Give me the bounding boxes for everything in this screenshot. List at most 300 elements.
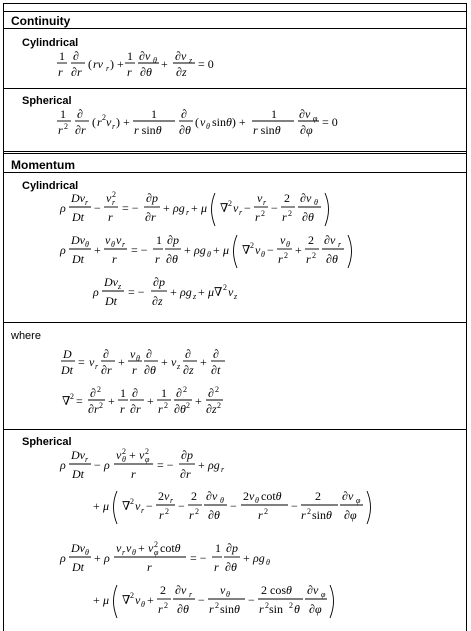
svg-text:∂θ: ∂θ — [179, 123, 191, 137]
momentum-cyl-theta-equation — [60, 232, 380, 272]
svg-text:2: 2 — [160, 583, 166, 597]
svg-text:θ: θ — [141, 600, 145, 609]
svg-text:2: 2 — [195, 507, 199, 516]
svg-text:r: r — [147, 560, 152, 574]
svg-text:∂r: ∂r — [75, 123, 86, 137]
svg-text:∂: ∂ — [77, 107, 83, 121]
svg-text:2: 2 — [264, 507, 268, 516]
svg-text:2v: 2v — [243, 489, 255, 503]
svg-text:+: + — [161, 57, 168, 71]
svg-text:∂θ: ∂θ — [174, 402, 186, 416]
svg-text:2: 2 — [215, 385, 219, 394]
svg-text:−: − — [271, 201, 278, 215]
svg-text:∂z: ∂z — [183, 363, 194, 377]
svg-text:θ: θ — [286, 240, 290, 249]
svg-text:r: r — [189, 590, 193, 599]
svg-text:ρ: ρ — [60, 201, 66, 215]
svg-text:∂v: ∂v — [206, 489, 218, 503]
svg-text:θ: θ — [206, 122, 210, 131]
svg-text:+: + — [200, 355, 207, 369]
svg-text:2: 2 — [183, 385, 187, 394]
svg-text:−: − — [291, 499, 298, 513]
svg-text:v: v — [220, 583, 226, 597]
svg-text:−: − — [146, 499, 153, 513]
svg-text:v: v — [171, 355, 177, 369]
svg-text:∂: ∂ — [103, 347, 109, 361]
svg-text:Dv: Dv — [71, 541, 85, 555]
svg-text:θ: θ — [132, 548, 136, 557]
svg-text:r: r — [106, 64, 110, 73]
svg-text:r: r — [214, 560, 219, 574]
svg-text:+: + — [93, 593, 100, 607]
svg-text:∂r: ∂r — [71, 65, 82, 79]
svg-text:(: ( — [88, 57, 92, 71]
svg-text:ρg: ρg — [253, 551, 265, 565]
svg-text:1: 1 — [271, 107, 277, 121]
svg-text:Dt: Dt — [61, 363, 73, 377]
svg-text:∂: ∂ — [213, 347, 219, 361]
svg-text:r: r — [112, 198, 116, 207]
svg-text:r: r — [189, 508, 194, 522]
svg-text:∂v: ∂v — [324, 233, 336, 247]
svg-text:(: ( — [195, 115, 199, 129]
svg-text:∂θ: ∂θ — [166, 252, 178, 266]
svg-text:θ: θ — [220, 496, 224, 505]
svg-text:v: v — [200, 115, 206, 129]
svg-text:θ: θ — [122, 455, 126, 464]
svg-text:∂: ∂ — [132, 386, 138, 400]
svg-text:2: 2 — [165, 507, 169, 516]
svg-text:2: 2 — [186, 401, 190, 410]
svg-text:r: r — [127, 65, 132, 79]
svg-text:D: D — [63, 347, 72, 361]
svg-text:+: + — [147, 394, 154, 408]
momentum-sph-theta-equation-line1 — [60, 540, 300, 580]
svg-text:+: + — [184, 243, 191, 257]
svg-text:2: 2 — [130, 497, 134, 506]
svg-text:v: v — [116, 541, 122, 555]
svg-text:∂φ: ∂φ — [344, 508, 357, 522]
svg-text:∂θ: ∂θ — [225, 560, 237, 574]
svg-text:v: v — [135, 593, 141, 607]
svg-text:−: − — [230, 499, 237, 513]
svg-text:r: r — [338, 240, 342, 249]
svg-text:+: + — [213, 243, 220, 257]
svg-text:−: − — [94, 458, 101, 472]
svg-text:2: 2 — [164, 601, 168, 610]
svg-text:+: + — [147, 593, 154, 607]
svg-text:2: 2 — [288, 209, 292, 218]
svg-text:∂θ: ∂θ — [140, 65, 152, 79]
svg-text:Dv: Dv — [71, 448, 85, 462]
svg-text:z: z — [118, 282, 122, 291]
svg-text:v: v — [116, 448, 122, 462]
svg-text:Dt: Dt — [72, 560, 84, 574]
svg-text:r: r — [85, 198, 89, 207]
momentum-spherical-label: Spherical — [22, 436, 72, 448]
svg-text:= −: = − — [122, 201, 139, 215]
svg-text:2: 2 — [191, 489, 197, 503]
svg-text:2: 2 — [228, 199, 232, 208]
svg-text:2: 2 — [154, 540, 158, 549]
svg-text:=: = — [76, 394, 83, 408]
svg-text:v: v — [228, 285, 234, 299]
svg-text:2: 2 — [112, 190, 116, 199]
svg-text:∂v: ∂v — [175, 583, 187, 597]
svg-text:2: 2 — [217, 401, 221, 410]
svg-text:r: r — [141, 506, 145, 515]
svg-text:= −: = − — [131, 243, 148, 257]
svg-text:2: 2 — [122, 447, 126, 456]
svg-text:∂: ∂ — [146, 347, 152, 361]
svg-text:∂θ: ∂θ — [208, 508, 220, 522]
svg-text:2: 2 — [261, 209, 265, 218]
momentum-double-rule — [3, 151, 467, 154]
svg-text:2: 2 — [145, 447, 149, 456]
svg-text:r: r — [155, 252, 160, 266]
svg-text:∇: ∇ — [242, 243, 251, 257]
svg-text:2: 2 — [284, 251, 288, 260]
svg-text:∇: ∇ — [122, 499, 131, 513]
svg-text:∇: ∇ — [220, 201, 229, 215]
svg-text:2: 2 — [307, 507, 311, 516]
svg-text:cotθ: cotθ — [261, 489, 282, 503]
svg-text:ρg: ρg — [208, 458, 220, 472]
svg-text:∂: ∂ — [90, 386, 96, 400]
svg-text:+: + — [94, 551, 101, 565]
svg-text:v: v — [106, 191, 112, 205]
svg-text:r: r — [170, 496, 174, 505]
svg-text:r: r — [112, 122, 116, 131]
svg-text:∂r: ∂r — [145, 210, 156, 224]
svg-text:sinθ: sinθ — [312, 508, 332, 522]
svg-text:θ: θ — [136, 354, 140, 363]
svg-text:μ: μ — [103, 499, 110, 513]
svg-text:−: − — [244, 201, 251, 215]
svg-text:= −: = − — [157, 458, 174, 472]
svg-text:r: r — [159, 508, 164, 522]
svg-text:1: 1 — [215, 541, 221, 555]
svg-text:∇: ∇ — [122, 593, 131, 607]
svg-text:r: r — [108, 210, 113, 224]
svg-text:Dv: Dv — [104, 275, 118, 289]
svg-text:v: v — [257, 191, 263, 205]
momentum-cyl-r-equation — [60, 190, 360, 230]
svg-text:v: v — [89, 355, 95, 369]
svg-text:∂v: ∂v — [139, 49, 151, 63]
svg-text:v: v — [130, 347, 136, 361]
svg-text:2: 2 — [164, 401, 168, 410]
svg-text:+: + — [129, 448, 136, 462]
svg-text:1: 1 — [60, 107, 66, 121]
svg-text:2: 2 — [99, 401, 103, 410]
svg-text:Dt: Dt — [72, 252, 84, 266]
svg-text:) +: ) + — [110, 57, 124, 71]
svg-text:∇: ∇ — [62, 394, 71, 408]
svg-text:1: 1 — [127, 49, 133, 63]
svg-text:r: r — [95, 362, 99, 371]
svg-text:∂φ: ∂φ — [300, 123, 313, 137]
svg-text:∂v: ∂v — [175, 49, 187, 63]
svg-text:r: r — [259, 602, 264, 616]
svg-text:∂p: ∂p — [146, 191, 158, 205]
svg-text:φ: φ — [356, 496, 361, 505]
svg-text:r: r — [120, 402, 125, 416]
svg-text:∂θ: ∂θ — [144, 363, 156, 377]
svg-text:r: r — [122, 240, 126, 249]
svg-text:∂z: ∂z — [152, 294, 163, 308]
svg-text:2: 2 — [284, 191, 290, 205]
continuity-header — [3, 12, 467, 29]
svg-text:∂: ∂ — [185, 347, 191, 361]
svg-text:cotθ: cotθ — [160, 541, 181, 555]
svg-text:2: 2 — [130, 591, 134, 600]
svg-text:z: z — [177, 362, 181, 371]
svg-text:θ: θ — [111, 240, 115, 249]
svg-text:r: r — [58, 123, 63, 137]
svg-text:2: 2 — [250, 241, 254, 250]
momentum-title: Momentum — [11, 158, 75, 172]
svg-text:∂v: ∂v — [342, 489, 354, 503]
continuity-divider — [3, 88, 467, 89]
svg-text:−: − — [248, 593, 255, 607]
svg-text:θ: θ — [226, 590, 230, 599]
svg-text:rv: rv — [93, 57, 103, 71]
svg-text:+: + — [163, 201, 170, 215]
svg-text:1: 1 — [151, 107, 157, 121]
svg-text:θ: θ — [294, 602, 300, 616]
svg-text:ρ: ρ — [60, 458, 66, 472]
svg-text:1: 1 — [161, 386, 167, 400]
material-derivative-equation — [60, 346, 260, 380]
svg-text:+: + — [198, 285, 205, 299]
svg-text:∂r: ∂r — [130, 402, 141, 416]
svg-text:1: 1 — [59, 49, 65, 63]
svg-text:+: + — [161, 355, 168, 369]
svg-text:r: r — [132, 363, 137, 377]
svg-text:sin: sin — [269, 602, 284, 616]
svg-text:∂z: ∂z — [206, 402, 217, 416]
svg-text:∂t: ∂t — [211, 363, 221, 377]
svg-text:2: 2 — [308, 233, 314, 247]
svg-text:2v: 2v — [158, 489, 170, 503]
svg-text:v: v — [148, 541, 154, 555]
momentum-cyl-z-equation — [93, 274, 293, 314]
svg-text:2: 2 — [265, 601, 269, 610]
svg-text:−: − — [198, 593, 205, 607]
svg-text:ρg: ρg — [173, 201, 185, 215]
svg-text:= −: = − — [190, 551, 207, 565]
svg-text:r: r — [122, 548, 126, 557]
svg-text:+: + — [191, 201, 198, 215]
top-rule — [3, 11, 467, 12]
momentum-sph-r-equation-line1 — [60, 447, 260, 487]
svg-text:ρg: ρg — [180, 285, 192, 299]
svg-text:z: z — [189, 56, 193, 65]
svg-text:ρg: ρg — [194, 243, 206, 257]
svg-text:μ: μ — [223, 243, 230, 257]
svg-text:2: 2 — [70, 392, 74, 401]
svg-text:v: v — [233, 201, 239, 215]
svg-text:1: 1 — [120, 386, 126, 400]
svg-text:ρ: ρ — [93, 285, 99, 299]
svg-text:r: r — [306, 252, 311, 266]
svg-text:r: r — [158, 402, 163, 416]
svg-text:+: + — [198, 458, 205, 472]
svg-text:sinθ: sinθ — [220, 602, 240, 616]
svg-text:∂p: ∂p — [167, 233, 179, 247]
svg-text:(: ( — [92, 115, 96, 129]
svg-text:+: + — [94, 243, 101, 257]
svg-text:∂: ∂ — [181, 107, 187, 121]
svg-text:v: v — [280, 233, 286, 247]
svg-text:= 0: = 0 — [322, 115, 338, 129]
where-label: where — [11, 330, 41, 342]
svg-text:∂φ: ∂φ — [309, 602, 322, 616]
svg-text:θ: θ — [85, 548, 89, 557]
svg-text:∂: ∂ — [176, 386, 182, 400]
momentum-header — [3, 156, 467, 173]
continuity-cylindrical-label: Cylindrical — [22, 37, 79, 49]
svg-text:r: r — [209, 602, 214, 616]
svg-text:θ: θ — [85, 240, 89, 249]
svg-text:θ: θ — [153, 56, 157, 65]
svg-text:) +: ) + — [116, 115, 130, 129]
svg-text:θ: θ — [255, 496, 259, 505]
svg-text:∂r: ∂r — [88, 402, 99, 416]
svg-text:v: v — [135, 499, 141, 513]
continuity-spherical-label: Spherical — [22, 95, 72, 107]
svg-text:v: v — [105, 233, 111, 247]
svg-text:θ: θ — [314, 198, 318, 207]
svg-text:∂v: ∂v — [299, 107, 311, 121]
svg-text:2: 2 — [215, 601, 219, 610]
table-frame — [3, 3, 467, 631]
svg-text:r sinθ: r sinθ — [253, 123, 281, 137]
continuity-title: Continuity — [11, 14, 71, 28]
svg-text:=: = — [78, 355, 85, 369]
continuity-cylindrical-equation — [55, 48, 275, 82]
svg-text:ρ: ρ — [104, 458, 110, 472]
svg-text:φ: φ — [321, 590, 326, 599]
svg-text:r: r — [221, 465, 225, 474]
svg-text:+: + — [295, 243, 302, 257]
svg-text:r: r — [58, 65, 63, 79]
svg-text:Dt: Dt — [72, 467, 84, 481]
svg-text:= 0: = 0 — [198, 57, 214, 71]
svg-text:+: + — [170, 285, 177, 299]
svg-text:2: 2 — [289, 601, 293, 610]
svg-text:r: r — [278, 252, 283, 266]
svg-text:r: r — [131, 467, 136, 481]
svg-text:2: 2 — [97, 385, 101, 394]
svg-text:∂θ: ∂θ — [177, 602, 189, 616]
svg-text:θ: θ — [207, 250, 211, 259]
svg-text:2: 2 — [64, 122, 68, 131]
svg-text:μ: μ — [103, 593, 110, 607]
laplacian-equation — [60, 385, 280, 421]
svg-text:μ∇: μ∇ — [208, 285, 223, 299]
svg-text:ρ: ρ — [60, 551, 66, 565]
momentum-sph-theta-equation-line2 — [93, 582, 333, 622]
svg-text:+: + — [195, 394, 202, 408]
svg-text:+: + — [93, 499, 100, 513]
svg-text:v: v — [106, 115, 112, 129]
svg-text:φ: φ — [313, 114, 318, 123]
svg-text:∂θ: ∂θ — [326, 252, 338, 266]
svg-text:ρ: ρ — [104, 551, 110, 565]
svg-text:∂: ∂ — [73, 49, 79, 63]
svg-text:r: r — [301, 508, 306, 522]
svg-text:r: r — [85, 455, 89, 464]
svg-text:+: + — [243, 551, 250, 565]
svg-text:∂v: ∂v — [307, 583, 319, 597]
svg-text:2: 2 — [315, 489, 321, 503]
svg-text:Dt: Dt — [72, 210, 84, 224]
svg-text:Dv: Dv — [71, 233, 85, 247]
svg-text:−: − — [178, 499, 185, 513]
svg-text:θ: θ — [261, 250, 265, 259]
svg-text:= −: = − — [128, 285, 145, 299]
momentum-spherical-divider — [3, 429, 467, 430]
svg-text:1: 1 — [156, 233, 162, 247]
svg-text:2: 2 — [223, 283, 227, 292]
svg-text:∂θ: ∂θ — [302, 210, 314, 224]
svg-text:μ: μ — [201, 201, 208, 215]
svg-text:r: r — [239, 208, 243, 217]
svg-text:Dv: Dv — [71, 191, 85, 205]
continuity-spherical-equation — [55, 106, 338, 140]
svg-text:+: + — [138, 541, 145, 555]
svg-text:v: v — [255, 243, 261, 257]
svg-text:2 cosθ: 2 cosθ — [261, 583, 292, 597]
svg-text:z: z — [193, 292, 197, 301]
svg-text:v: v — [116, 233, 122, 247]
svg-text:z: z — [234, 292, 238, 301]
svg-text:−: − — [94, 201, 101, 215]
svg-text:θ: θ — [266, 558, 270, 567]
svg-text:r: r — [186, 208, 190, 217]
svg-text:∂p: ∂p — [181, 448, 193, 462]
svg-text:∂p: ∂p — [153, 275, 165, 289]
svg-text:v: v — [126, 541, 132, 555]
svg-text:∂v: ∂v — [300, 191, 312, 205]
svg-text:r: r — [263, 198, 267, 207]
svg-text:∂p: ∂p — [226, 541, 238, 555]
svg-text:r: r — [112, 252, 117, 266]
svg-text:−: − — [267, 243, 274, 257]
svg-text:∂r: ∂r — [101, 363, 112, 377]
svg-text:r: r — [158, 602, 163, 616]
svg-text:∂r: ∂r — [180, 467, 191, 481]
momentum-cylindrical-label: Cylindrical — [22, 180, 79, 192]
svg-text:+: + — [108, 394, 115, 408]
svg-text:φ: φ — [145, 455, 150, 464]
momentum-sph-r-equation-line2 — [93, 488, 368, 528]
svg-text:2: 2 — [312, 251, 316, 260]
svg-text:∂z: ∂z — [176, 65, 187, 79]
svg-text:∂: ∂ — [208, 386, 214, 400]
svg-text:Dt: Dt — [105, 294, 117, 308]
svg-text:r: r — [97, 115, 102, 129]
svg-text:r: r — [255, 210, 260, 224]
svg-text:φ: φ — [154, 548, 159, 557]
svg-text:2: 2 — [102, 113, 106, 122]
where-divider — [3, 322, 467, 323]
svg-text:ρ: ρ — [60, 243, 66, 257]
svg-text:+: + — [118, 355, 125, 369]
svg-text:r: r — [258, 508, 263, 522]
